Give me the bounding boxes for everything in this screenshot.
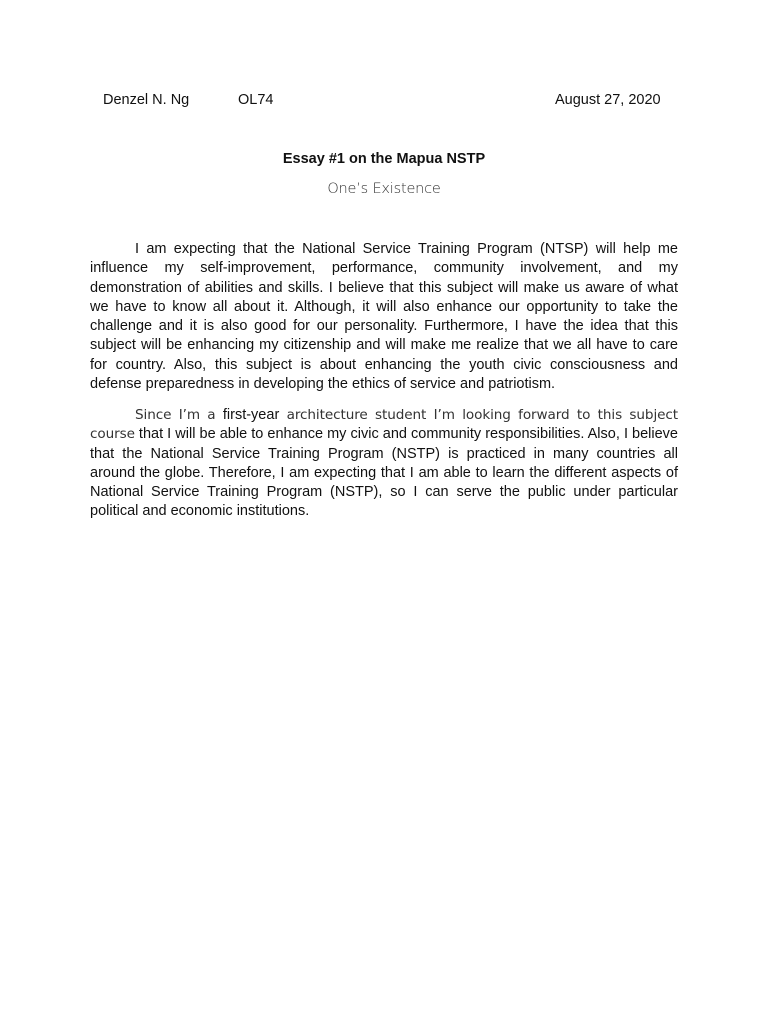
paragraph-lead-b: first-year xyxy=(222,407,280,423)
section-code: OL74 xyxy=(238,92,274,108)
paragraph-rest: that I will be able to enhance my civic and community responsibilities. Also, I believe that the National Service Training Program (NSTP) is practiced in many countries all around the globe. Therefore, I am expecting that I am able to learn the different aspects of National Service Training Program (NSTP), so I can serve the public under particular political and economic institutions. xyxy=(90,426,678,520)
essay-title: Essay #1 on the Mapua NSTP xyxy=(282,151,486,167)
header-line xyxy=(0,92,768,112)
essay-paragraph-2 xyxy=(90,406,678,522)
paragraph-text: I am expecting that the National Service Training Program (NTSP) will help me influence my self-improvement, performance, community involvement, and my demonstration of abilities and skills. I believe that this subject will make us aware of what we have to know all about it. Although, it will also enhance our opportunity to take the challenge and it is also good for our personality. Furthermore, I have the idea that this subject will be enhancing my citizenship and will make me realize that we all have to care for country. Also, this subject is about enhancing the youth civic consciousness and defense preparedness in developing the ethics of service and patriotism. xyxy=(90,241,678,393)
paragraph-lead-c: architecture student I’m looking forward to this subject course xyxy=(90,407,678,443)
paragraph-text xyxy=(90,406,678,522)
essay-subtitle: One’s Existence xyxy=(327,181,441,197)
document-date: August 27, 2020 xyxy=(555,92,661,108)
paragraph-lead-a: Since I’m a xyxy=(135,407,223,423)
essay-paragraph-1 xyxy=(90,240,678,394)
author-name: Denzel N. Ng xyxy=(103,92,190,108)
